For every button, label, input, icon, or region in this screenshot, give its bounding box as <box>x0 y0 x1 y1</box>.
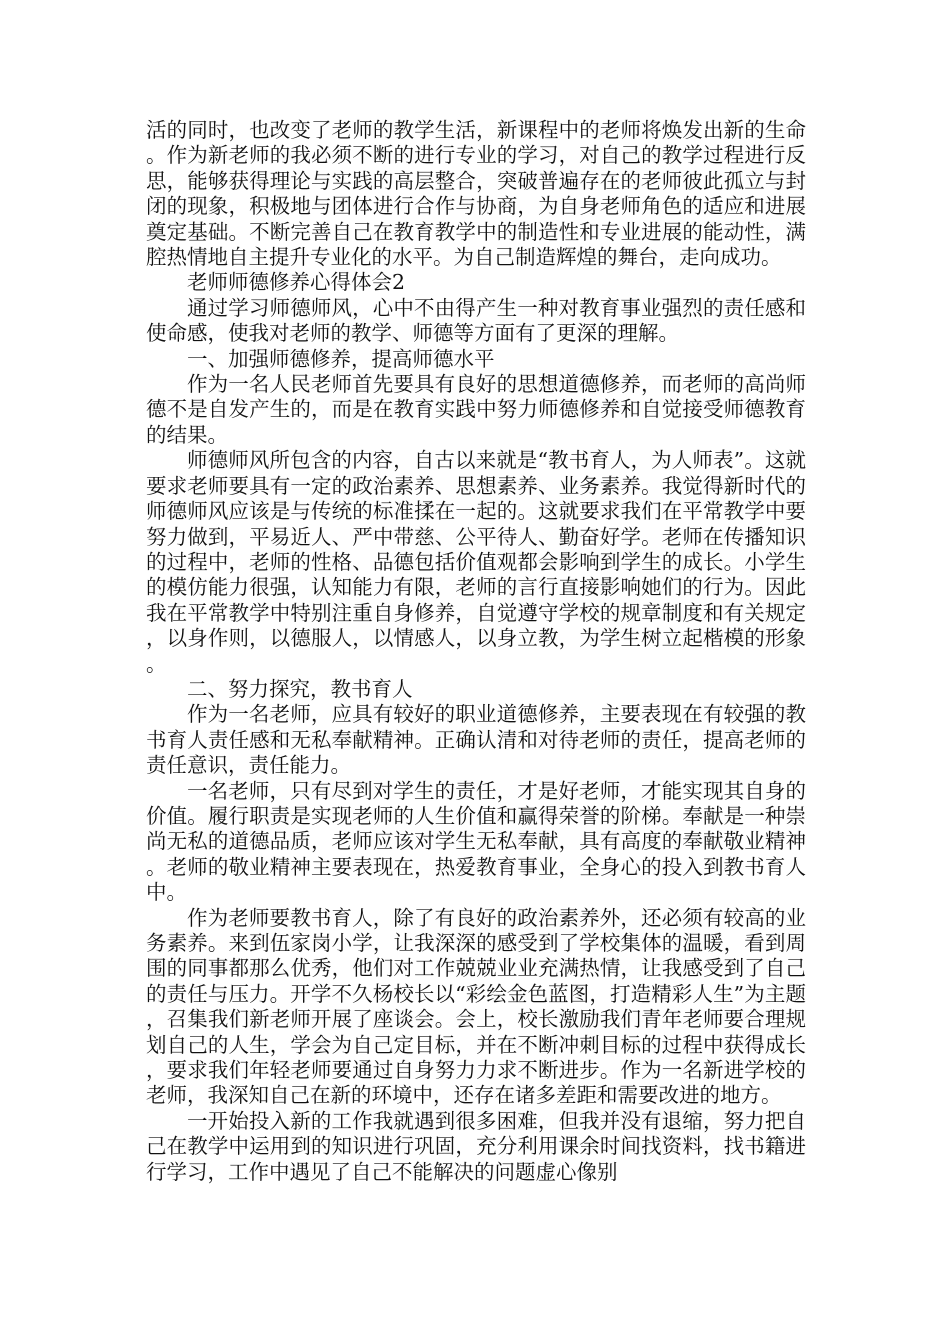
paragraph-dedication: 一名老师，只有尽到对学生的责任，才是好老师，才能实现其自身的价值。履行职责是实现老师的人生价值和赢得荣誉的阶梯。奉献是一种崇尚无私的道德品质，老师应该对学生无私奉献，具有高度的奉献敬业精神。老师的敬业精神主要表现在，热爱教育事业，全身心的投入到教书育人中。 <box>146 778 806 905</box>
paragraph-teacher-ethics: 师德师风所包含的内容，自古以来就是“教书育人，为人师表”。这就要求老师要具有一定的政治素养、思想素养、业务素养。我觉得新时代的师德师风应该是与传统的标准揉在一起的。这就要求我们在平常教学中要努力做到，平易近人、严中带慈、公平待人、勤奋好学。老师在传播知识的过程中，老师的性格、品德包括价值观都会影响到学生的成长。小学生的模仿能力很强，认知能力有限，老师的言行直接影响她们的行为。因此我在平常教学中特别注重自身修养，自觉遵守学校的规章制度和有关规定，以身作则，以德服人，以情感人，以身立教，为学生树立起楷模的形象。 <box>146 448 806 676</box>
paragraph-intro: 通过学习师德师风，心中不由得产生一种对教育事业强烈的责任感和使命感，使我对老师的教学、师德等方面有了更深的理解。 <box>146 295 806 346</box>
heading-one: 一、加强师德修养，提高师德水平 <box>187 346 495 371</box>
paragraph-school-experience: 作为老师要教书育人，除了有良好的政治素养外，还必须有较高的业务素养。来到伍家岗小学，让我深深的感受到了学校集体的温暖，看到周围的同事都那么优秀，他们对工作兢兢业业充满热情，让我感受到了自己的责任与压力。开学不久杨校长以“彩绘金色蓝图，打造精彩人生”为主题，召集我们新老师开展了座谈会。会上，校长激励我们青年老师要合理规划自己的人生，学会为自己定目标，并在不断冲刺目标的过程中获得成长，要求我们年轻老师要通过自身努力力求不断进步。作为一名新进学校的老师，我深知自己在新的环境中，还存在诸多差距和需要改进的地方。 <box>146 905 806 1108</box>
paragraph-difficulties: 一开始投入新的工作我就遇到很多困难，但我并没有退缩，努力把自己在教学中运用到的知识进行巩固，充分利用课余时间找资料，找书籍进行学习，工作中遇见了自己不能解决的问题虚心像别 <box>146 1108 806 1184</box>
paragraph-moral-cultivation: 作为一名人民老师首先要具有良好的思想道德修养，而老师的高尚师德不是自发产生的，而是在教育实践中努力师德修养和自觉接受师德教育的结果。 <box>146 372 806 447</box>
paragraph-continuation: 活的同时，也改变了老师的教学生活，新课程中的老师将焕发出新的生命。作为新老师的我必须不断的进行专业的学习，对自己的教学过程进行反思，能够获得理论与实践的高层整合，突破普遍存在的老师彼此孤立与封闭的现象，积极地与团体进行合作与协商，为自身老师角色的适应和进展奠定基础。不断完善自己在教育教学中的制造性和专业进展的能动性，满腔热情地自主提升专业化的水平。为自己制造辉煌的舞台，走向成功。 <box>146 118 806 270</box>
section-title: 老师师德修养心得体会2 <box>187 270 406 295</box>
document-page <box>146 118 806 1185</box>
heading-two: 二、努力探究，教书育人 <box>187 676 413 701</box>
paragraph-responsibility: 作为一名老师，应具有较好的职业道德修养，主要表现在有较强的教书育人责任感和无私奉献精神。正确认清和对待老师的责任，提高老师的责任意识，责任能力。 <box>146 702 806 778</box>
